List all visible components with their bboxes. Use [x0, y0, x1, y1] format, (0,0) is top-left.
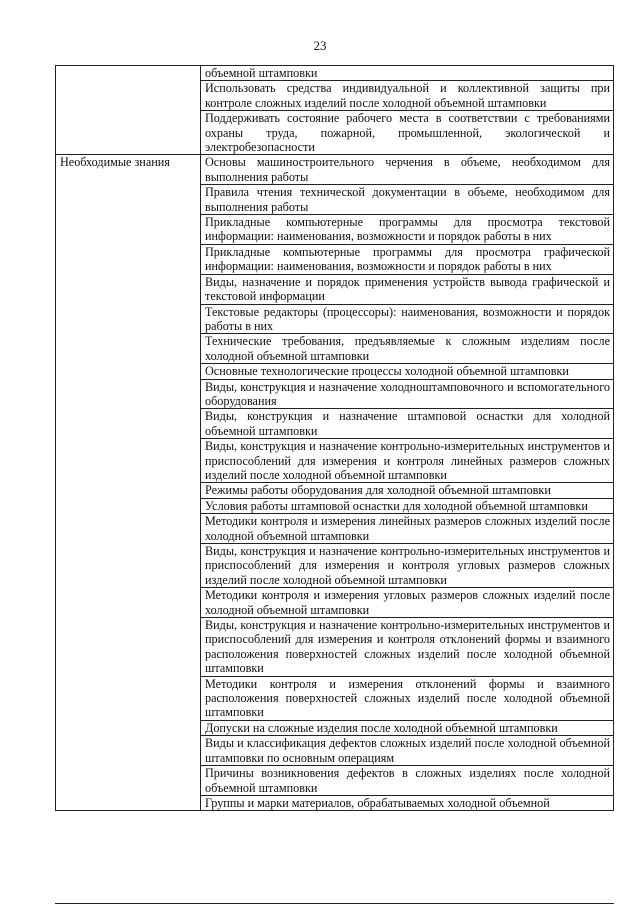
table-cell-text: объемной штамповки: [201, 66, 614, 81]
table-row: [56, 66, 614, 81]
table-cell-text: Основы машиностроительного черчения в объеме, необходимом для выполнения работы: [201, 155, 614, 185]
table-cell-text: Технические требования, предъявляемые к сложным изделиям после холодной объемной штамповки: [201, 334, 614, 364]
requirements-table: [55, 65, 614, 811]
table-cell-text: Методики контроля и измерения линейных размеров сложных изделий после холодной объемной штамповки: [201, 514, 614, 544]
table-cell-text: Прикладные компьютерные программы для просмотра текстовой информации: наименования, возможности и порядок работы в них: [201, 215, 614, 245]
table-cell-text: Виды, конструкция и назначение контрольно-измерительных инструментов и приспособлений для измерения и контроля линейных размеров сложных изделий после холодной объемной штамповки: [201, 439, 614, 483]
page-number: 23: [313, 38, 327, 53]
table-cell-text: Виды и классификация дефектов сложных изделий после холодной объемной штамповки по основным операциям: [201, 736, 614, 766]
table-cell-text: Методики контроля и измерения угловых размеров сложных изделий после холодной объемной штамповки: [201, 588, 614, 618]
table-cell-text: Причины возникновения дефектов в сложных изделиях после холодной объемной штамповки: [201, 766, 614, 796]
table-cell-text: Режимы работы оборудования для холодной объемной штамповки: [201, 483, 614, 498]
table-cell-text: Допуски на сложные изделия после холодной объемной штамповки: [201, 720, 614, 735]
table-cell-text: Методики контроля и измерения отклонений формы и взаимного расположения поверхностей сложных изделий после холодной объемной штамповки: [201, 676, 614, 720]
table-bottom-border: [55, 903, 614, 904]
table-cell-text: Виды, конструкция и назначение холодноштамповочного и вспомогательного оборудования: [201, 379, 614, 409]
table-cell-text: Текстовые редакторы (процессоры): наименования, возможности и порядок работы в них: [201, 304, 614, 334]
table-cell-text: Виды, конструкция и назначение штамповой оснастки для холодной объемной штамповки: [201, 409, 614, 439]
table-cell-text: Группы и марки материалов, обрабатываемых холодной объемной: [201, 795, 614, 810]
section-label-knowledge: Необходимые знания: [56, 155, 201, 811]
table-cell-text: Условия работы штамповой оснастки для холодной объемной штамповки: [201, 498, 614, 513]
table-cell-text: Виды, назначение и порядок применения устройств вывода графической и текстовой информации: [201, 274, 614, 304]
table-cell-text: Правила чтения технической документации в объеме, необходимом для выполнения работы: [201, 185, 614, 215]
table-row: [56, 155, 614, 185]
table-cell-text: Виды, конструкция и назначение контрольно-измерительных инструментов и приспособлений для измерения и контроля отклонений формы и взаимного расположения поверхностей сложных изделий после холодной объемной штамповки: [201, 618, 614, 677]
table-cell-text: Виды, конструкция и назначение контрольно-измерительных инструментов и приспособлений для измерения и контроля угловых размеров сложных изделий после холодной объемной штамповки: [201, 544, 614, 588]
table-cell-text: Использовать средства индивидуальной и коллективной защиты при контроле сложных изделий после холодной объемной штамповки: [201, 81, 614, 111]
row-label-empty: [56, 66, 201, 155]
table-cell-text: Прикладные компьютерные программы для просмотра графической информации: наименования, возможности и порядок работы в них: [201, 244, 614, 274]
table-cell-text: Основные технологические процессы холодной объемной штамповки: [201, 364, 614, 379]
table-cell-text: Поддерживать состояние рабочего места в соответствии с требованиями охраны труда, пожарной, промышленной, экологической и электробезопасности: [201, 111, 614, 155]
